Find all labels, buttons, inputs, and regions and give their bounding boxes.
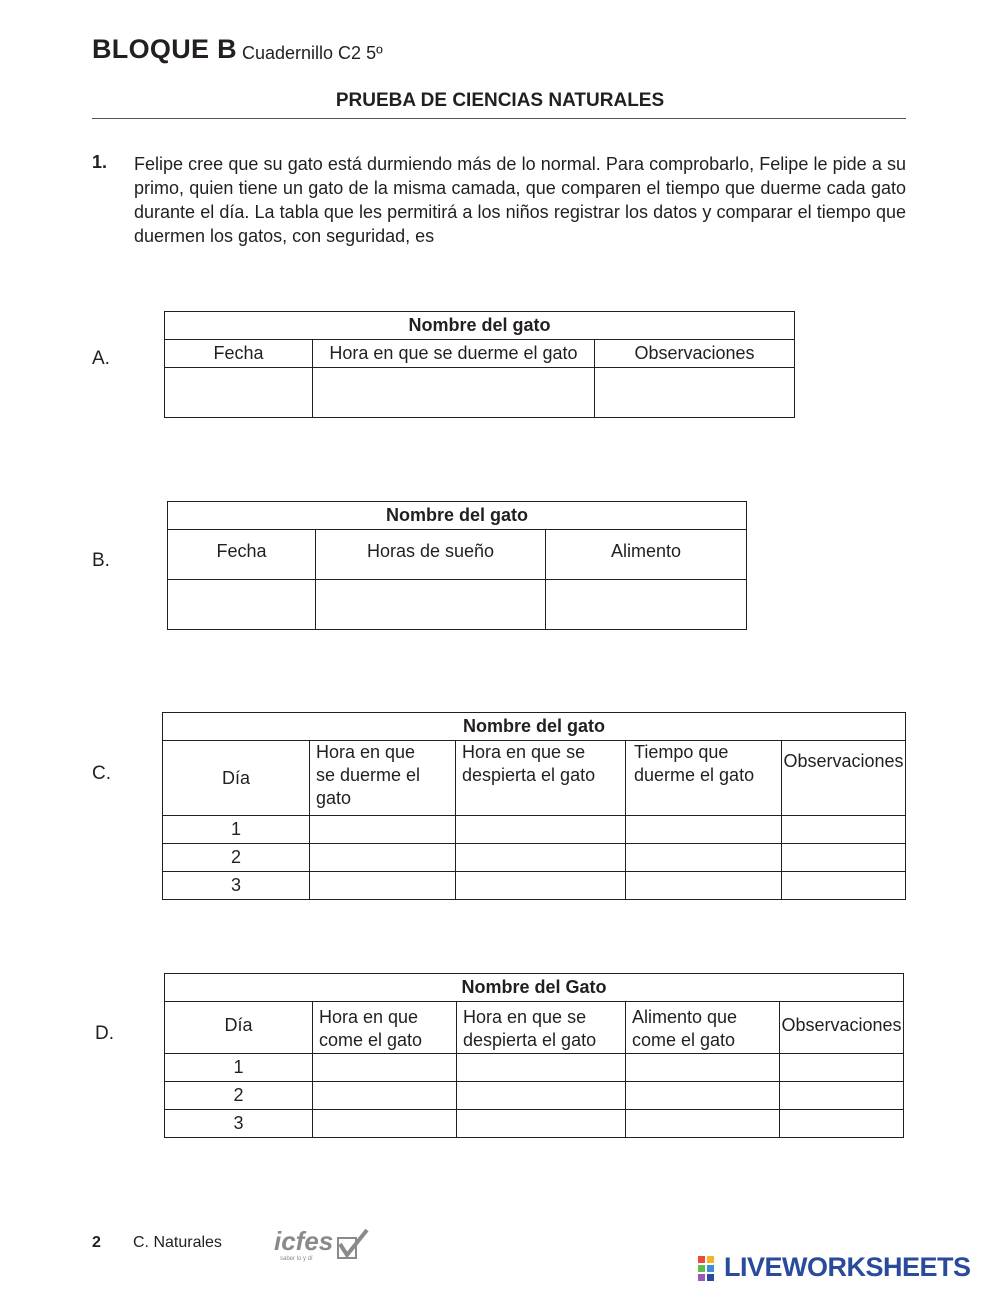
footer-subject: C. Naturales — [133, 1234, 222, 1251]
table-cell — [310, 872, 456, 900]
table-cell — [780, 1110, 904, 1138]
row-label: 1 — [163, 816, 310, 844]
table-title: Nombre del gato — [165, 312, 795, 340]
option-d-table[interactable] — [164, 973, 904, 1138]
option-b-table[interactable] — [167, 501, 747, 630]
table-cell — [457, 1082, 626, 1110]
table-cell — [780, 1054, 904, 1082]
table-title: Nombre del Gato — [165, 974, 904, 1002]
page-number: 2 — [92, 1234, 101, 1251]
column-header: Observaciones — [780, 1002, 904, 1054]
option-c-table[interactable] — [162, 712, 906, 900]
column-header: Hora en que se despierta el gato — [456, 741, 626, 816]
option-c-letter[interactable]: C. — [92, 763, 111, 784]
table-cell — [313, 1054, 457, 1082]
liveworksheets-watermark: LIVEWORKSHEETS — [724, 1252, 971, 1282]
table-title: Nombre del gato — [168, 502, 747, 530]
option-b-letter[interactable]: B. — [92, 550, 110, 571]
liveworksheets-logo-icon — [697, 1254, 723, 1284]
table-cell — [310, 816, 456, 844]
table-cell — [626, 1110, 780, 1138]
table-cell — [780, 1082, 904, 1110]
table-cell — [313, 368, 595, 418]
option-d-letter[interactable]: D. — [95, 1023, 114, 1044]
table-cell — [626, 872, 782, 900]
table-title: Nombre del gato — [163, 713, 906, 741]
title-divider — [92, 118, 906, 119]
column-header: Alimento — [546, 530, 747, 580]
question-text: Felipe cree que su gato está durmiendo más de lo normal. Para comprobarlo, Felipe le pide a su primo, quien tiene un gato de la misma camada, que comparen el tiempo que duerme cada gato durante el día. La tabla que les permitirá a los niños registrar los datos y comparar el tiempo que duermen los gatos, con seguridad, es — [134, 154, 906, 246]
column-header: Fecha — [168, 530, 316, 580]
column-header: Tiempo que duerme el gato — [626, 741, 782, 816]
table-cell — [313, 1110, 457, 1138]
table-cell — [310, 844, 456, 872]
row-label: 2 — [163, 844, 310, 872]
block-title: BLOQUE B — [92, 34, 237, 64]
icfes-tagline: saber lo y dí — [280, 1256, 313, 1262]
page-title: PRUEBA DE CIENCIAS NATURALES — [335, 90, 665, 111]
row-label: 3 — [163, 872, 310, 900]
column-header: Alimento que come el gato — [626, 1002, 780, 1054]
option-a-table[interactable] — [164, 311, 795, 418]
table-cell — [168, 580, 316, 630]
table-cell — [782, 844, 906, 872]
option-a-letter[interactable]: A. — [92, 348, 110, 369]
column-header: Día — [163, 741, 310, 816]
table-cell — [456, 844, 626, 872]
column-header: Observaciones — [595, 340, 795, 368]
row-label: 2 — [165, 1082, 313, 1110]
column-header: Hora en que se despierta el gato — [457, 1002, 626, 1054]
table-cell — [456, 872, 626, 900]
table-cell — [626, 1054, 780, 1082]
table-cell — [165, 368, 313, 418]
column-header: Horas de sueño — [316, 530, 546, 580]
column-header: Observaciones — [782, 741, 906, 816]
row-label: 1 — [165, 1054, 313, 1082]
icfes-logo — [272, 1226, 372, 1262]
table-cell — [457, 1054, 626, 1082]
column-header: Hora en que se duerme el gato — [313, 340, 595, 368]
icfes-wordmark: icfes — [274, 1226, 334, 1256]
table-cell — [546, 580, 747, 630]
booklet-subtitle: Cuadernillo C2 5º — [242, 43, 383, 63]
table-cell — [626, 816, 782, 844]
column-header: Fecha — [165, 340, 313, 368]
table-cell — [782, 872, 906, 900]
table-cell — [595, 368, 795, 418]
question-number: 1. — [92, 152, 108, 172]
table-cell — [316, 580, 546, 630]
column-header: Día — [165, 1002, 313, 1054]
row-label: 3 — [165, 1110, 313, 1138]
table-cell — [313, 1082, 457, 1110]
table-cell — [457, 1110, 626, 1138]
table-cell — [456, 816, 626, 844]
column-header: Hora en que se duerme el gato — [310, 741, 456, 816]
table-cell — [626, 1082, 780, 1110]
table-cell — [626, 844, 782, 872]
table-cell — [782, 816, 906, 844]
column-header: Hora en que come el gato — [313, 1002, 457, 1054]
